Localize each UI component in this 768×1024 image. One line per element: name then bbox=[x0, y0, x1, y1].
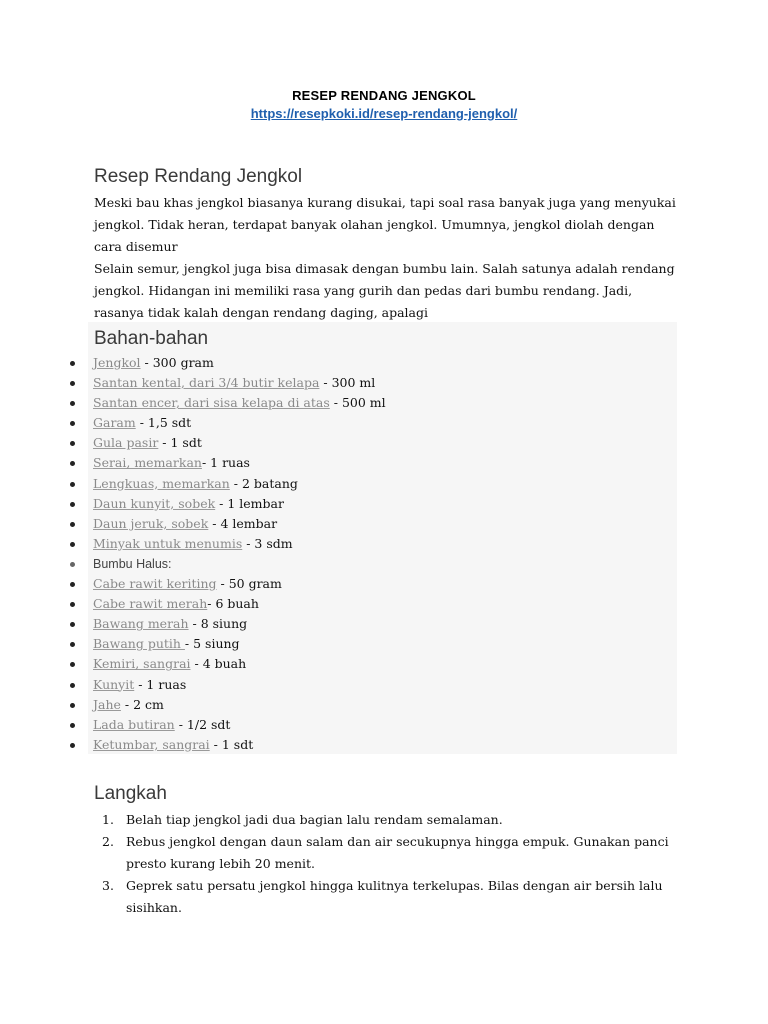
step-number: 3. bbox=[102, 878, 114, 893]
bullet-icon bbox=[70, 482, 75, 487]
source-link[interactable]: https://resepkoki.id/resep-rendang-jengkol/ bbox=[250, 106, 518, 121]
ingredient-item bbox=[0, 393, 680, 413]
bullet-icon bbox=[70, 522, 75, 527]
ingredient-link[interactable]: Bawang merah bbox=[93, 616, 189, 632]
ingredient-link[interactable]: Jahe bbox=[93, 696, 121, 712]
ingredient-item bbox=[0, 534, 680, 554]
ingredient-qty: - 50 gram bbox=[216, 576, 282, 592]
ingredient-qty: - 5 siung bbox=[184, 636, 240, 652]
bullet-icon bbox=[70, 723, 75, 728]
ingredient-link[interactable]: Santan encer, dari sisa kelapa di atas bbox=[93, 395, 330, 411]
spice-item bbox=[0, 574, 680, 594]
ingredient-item bbox=[0, 433, 680, 453]
ingredient-link[interactable]: Kunyit bbox=[93, 676, 135, 692]
spice-item bbox=[0, 614, 680, 634]
intro-paragraph-1: Meski bau khas jengkol biasanya kurang disukai, tapi soal rasa banyak juga yang menyukai jengkol. Tidak heran, terdapat banyak olahan jengkol. Umumnya, jengkol diolah dengan cara disemur bbox=[94, 195, 676, 254]
ingredient-qty: - 1 sdt bbox=[158, 435, 202, 451]
spice-item bbox=[0, 695, 680, 715]
bullet-icon bbox=[70, 542, 75, 547]
ingredients-heading: Bahan-bahan bbox=[94, 328, 209, 349]
steps-heading: Langkah bbox=[94, 783, 167, 804]
bullet-icon bbox=[70, 502, 75, 507]
ingredient-qty: - 2 batang bbox=[229, 475, 298, 491]
ingredient-link[interactable]: Gula pasir bbox=[93, 435, 159, 451]
spice-item bbox=[0, 715, 680, 735]
step-item bbox=[94, 809, 674, 831]
spice-item bbox=[0, 634, 680, 654]
ingredient-link[interactable]: Jengkol bbox=[93, 355, 141, 370]
ingredient-qty: - 1 ruas bbox=[134, 676, 187, 692]
ingredient-qty: - 4 buah bbox=[190, 656, 247, 672]
ingredient-qty: - 4 lembar bbox=[208, 515, 278, 531]
ingredient-qty: - 1 ruas bbox=[201, 455, 250, 471]
ingredient-link[interactable]: Minyak untuk menumis bbox=[93, 535, 243, 551]
intro-heading: Resep Rendang Jengkol bbox=[94, 166, 303, 187]
bullet-icon bbox=[70, 683, 75, 688]
ingredient-item bbox=[0, 514, 680, 534]
ingredient-qty: - 2 cm bbox=[120, 696, 164, 712]
bullet-icon bbox=[70, 401, 75, 406]
ingredient-qty: - 1/2 sdt bbox=[174, 716, 231, 732]
ingredient-link[interactable]: Cabe rawit merah bbox=[93, 596, 208, 612]
bullet-icon bbox=[70, 421, 75, 426]
ingredient-qty: - 300 ml bbox=[319, 375, 376, 391]
ingredient-link[interactable]: Santan kental, dari 3/4 butir kelapa bbox=[93, 375, 320, 391]
ingredient-item bbox=[0, 413, 680, 433]
ingredient-qty: - 500 ml bbox=[329, 395, 386, 411]
bullet-icon bbox=[70, 602, 75, 607]
ingredient-qty: - 3 sdm bbox=[242, 535, 293, 551]
step-number: 2. bbox=[102, 834, 114, 849]
bullet-icon bbox=[70, 461, 75, 466]
ingredient-link[interactable]: Daun jeruk, sobek bbox=[93, 515, 209, 531]
bullet-icon bbox=[70, 562, 75, 567]
spice-section-label bbox=[0, 554, 680, 574]
spice-item bbox=[0, 594, 680, 614]
ingredient-link[interactable]: Garam bbox=[93, 415, 136, 431]
ingredient-link[interactable]: Lengkuas, memarkan bbox=[93, 475, 230, 491]
bullet-icon bbox=[70, 381, 75, 386]
ingredient-link[interactable]: Daun kunyit, sobek bbox=[93, 495, 216, 511]
ingredient-link[interactable]: Ketumbar, sangrai bbox=[93, 736, 210, 752]
ingredient-link[interactable]: Serai, memarkan bbox=[93, 455, 202, 471]
ingredient-item bbox=[0, 353, 680, 373]
ingredient-qty: - 1,5 sdt bbox=[135, 415, 192, 431]
bullet-icon bbox=[70, 662, 75, 667]
ingredient-link[interactable]: Lada butiran bbox=[93, 716, 175, 732]
step-text: Rebus jengkol dengan daun salam dan air secukupnya hingga empuk. Gunakan panci presto kurang lebih 20 menit. bbox=[126, 834, 669, 871]
ingredient-link[interactable]: Kemiri, sangrai bbox=[93, 656, 191, 672]
step-item bbox=[94, 831, 674, 875]
ingredient-qty: - 6 buah bbox=[207, 596, 259, 612]
ingredient-item bbox=[0, 453, 680, 473]
spice-item bbox=[0, 654, 680, 674]
bullet-icon bbox=[70, 441, 75, 446]
bullet-icon bbox=[70, 642, 75, 647]
spice-item bbox=[0, 675, 680, 695]
ingredient-link[interactable]: Bawang putih bbox=[93, 636, 185, 652]
bullet-icon bbox=[70, 622, 75, 627]
ingredient-item bbox=[0, 474, 680, 494]
intro-paragraph-2: Selain semur, jengkol juga bisa dimasak dengan bumbu lain. Salah satunya adalah rendang jengkol. Hidangan ini memiliki rasa yang gurih dan pedas dari bumbu rendang. Jadi, rasanya tidak kalah dengan rendang daging, apalagi bbox=[94, 261, 675, 320]
ingredient-qty: - 300 gram bbox=[140, 355, 214, 370]
spice-item bbox=[0, 735, 680, 755]
ingredient-item bbox=[0, 494, 680, 514]
ingredient-qty: - 8 siung bbox=[188, 616, 248, 632]
bullet-icon bbox=[70, 582, 75, 587]
document-title: RESEP RENDANG JENGKOL bbox=[292, 88, 476, 103]
ingredient-qty: - 1 lembar bbox=[215, 495, 284, 511]
steps-list bbox=[94, 809, 674, 919]
ingredient-item bbox=[0, 373, 680, 393]
ingredients-list bbox=[0, 353, 680, 755]
step-text: Belah tiap jengkol jadi dua bagian lalu rendam semalaman. bbox=[126, 812, 503, 827]
step-item bbox=[94, 875, 674, 919]
ingredient-link[interactable]: Cabe rawit keriting bbox=[93, 576, 217, 592]
intro-text bbox=[94, 192, 684, 324]
bullet-icon bbox=[70, 361, 75, 366]
bullet-icon bbox=[70, 743, 75, 748]
bullet-icon bbox=[70, 703, 75, 708]
ingredient-qty: - 1 sdt bbox=[209, 736, 254, 752]
section-label-text: Bumbu Halus: bbox=[93, 556, 172, 571]
step-number: 1. bbox=[102, 812, 114, 827]
step-text: Geprek satu persatu jengkol hingga kulitnya terkelupas. Bilas dengan air bersih lalu sisihkan. bbox=[126, 878, 663, 915]
